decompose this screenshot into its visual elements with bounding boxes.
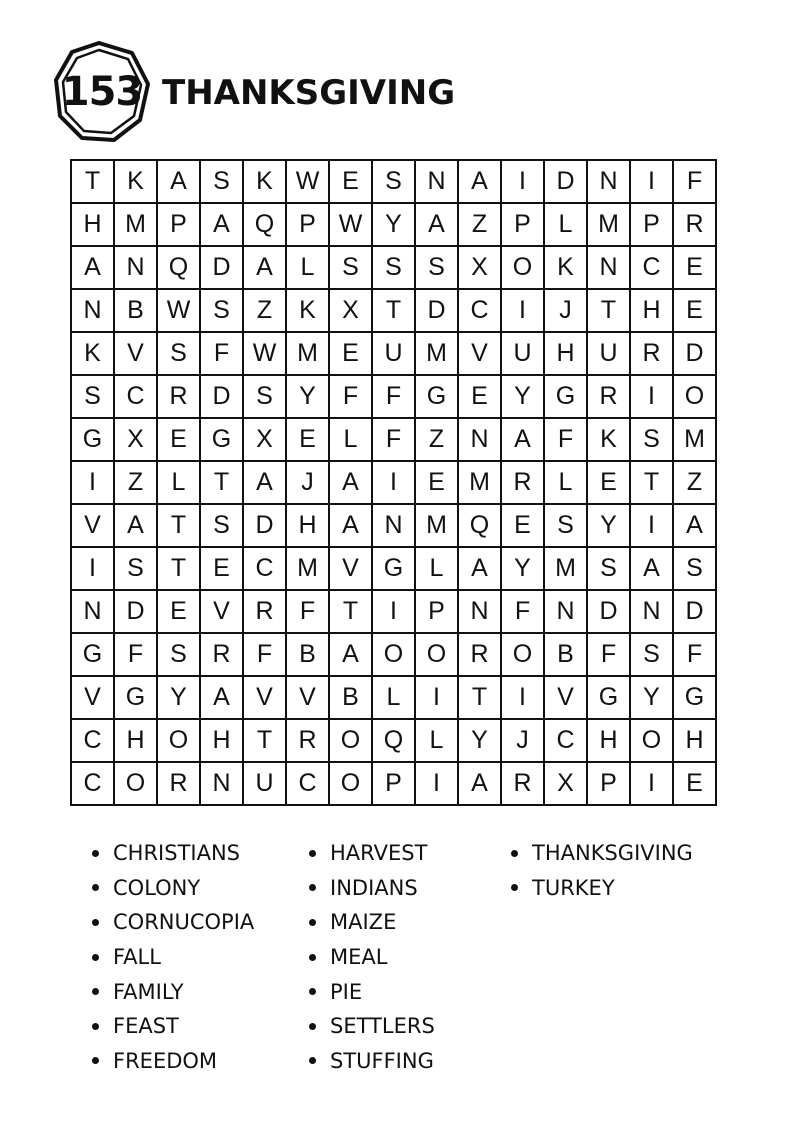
grid-cell[interactable]: D — [674, 591, 717, 634]
grid-cell[interactable]: Q — [459, 505, 502, 548]
grid-cell[interactable]: O — [373, 634, 416, 677]
grid-cell[interactable]: D — [674, 333, 717, 376]
grid-cell[interactable]: O — [631, 720, 674, 763]
grid-cell[interactable]: R — [158, 376, 201, 419]
grid-cell[interactable]: P — [502, 204, 545, 247]
grid-cell[interactable]: P — [373, 763, 416, 806]
grid-cell[interactable]: H — [201, 720, 244, 763]
grid-cell[interactable]: E — [674, 763, 717, 806]
word-list-item — [309, 836, 435, 871]
grid-cell[interactable]: L — [416, 548, 459, 591]
grid-cell[interactable]: Y — [158, 677, 201, 720]
grid-cell[interactable]: H — [631, 290, 674, 333]
word-label: PIE — [330, 979, 363, 1004]
grid-cell[interactable]: G — [115, 677, 158, 720]
grid-cell[interactable]: G — [201, 419, 244, 462]
page-title: THANKSGIVING — [162, 73, 456, 113]
grid-cell[interactable]: Z — [674, 462, 717, 505]
grid-cell[interactable]: S — [201, 161, 244, 204]
grid-cell[interactable]: S — [631, 634, 674, 677]
grid-cell[interactable]: O — [115, 763, 158, 806]
grid-cell[interactable]: T — [459, 677, 502, 720]
grid-cell[interactable]: S — [201, 290, 244, 333]
grid-cell[interactable]: N — [72, 290, 115, 333]
grid-cell[interactable]: S — [158, 634, 201, 677]
word-label: STUFFING — [330, 1048, 434, 1073]
grid-cell[interactable]: M — [287, 548, 330, 591]
word-list-item — [92, 905, 254, 940]
grid-cell[interactable]: M — [588, 204, 631, 247]
bullet-icon — [309, 884, 316, 891]
grid-cell[interactable]: I — [631, 376, 674, 419]
grid-cell[interactable]: F — [244, 634, 287, 677]
grid-cell[interactable]: R — [631, 333, 674, 376]
grid-cell[interactable]: R — [158, 763, 201, 806]
grid-cell[interactable]: M — [545, 548, 588, 591]
grid-cell[interactable]: A — [244, 247, 287, 290]
grid-cell[interactable]: D — [201, 247, 244, 290]
word-list-item — [92, 974, 254, 1009]
grid-cell[interactable]: H — [115, 720, 158, 763]
grid-cell[interactable]: R — [287, 720, 330, 763]
grid-cell[interactable]: V — [330, 548, 373, 591]
grid-cell[interactable]: I — [416, 677, 459, 720]
grid-cell[interactable]: F — [287, 591, 330, 634]
grid-cell[interactable]: I — [72, 548, 115, 591]
bullet-icon — [92, 988, 99, 995]
grid-cell[interactable]: M — [416, 505, 459, 548]
grid-cell[interactable]: V — [459, 333, 502, 376]
grid-cell[interactable]: F — [330, 376, 373, 419]
grid-cell[interactable]: Z — [244, 290, 287, 333]
grid-cell[interactable]: A — [201, 677, 244, 720]
grid-cell[interactable]: V — [201, 591, 244, 634]
grid-cell[interactable]: J — [287, 462, 330, 505]
grid-cell[interactable]: X — [459, 247, 502, 290]
grid-cell[interactable]: Q — [244, 204, 287, 247]
grid-cell[interactable]: S — [330, 247, 373, 290]
grid-cell[interactable]: E — [416, 462, 459, 505]
grid-cell[interactable]: K — [287, 290, 330, 333]
grid-cell[interactable]: V — [545, 677, 588, 720]
grid-cell[interactable]: X — [244, 419, 287, 462]
grid-cell[interactable]: A — [201, 204, 244, 247]
grid-cell[interactable]: B — [545, 634, 588, 677]
grid-cell[interactable]: X — [330, 290, 373, 333]
grid-cell[interactable]: N — [459, 419, 502, 462]
grid-cell[interactable]: B — [115, 290, 158, 333]
grid-cell[interactable]: E — [459, 376, 502, 419]
word-list-column — [309, 836, 435, 1078]
grid-cell[interactable]: L — [545, 462, 588, 505]
grid-cell[interactable]: E — [674, 290, 717, 333]
grid-cell[interactable]: K — [115, 161, 158, 204]
grid-cell[interactable]: A — [330, 505, 373, 548]
grid-cell[interactable]: O — [416, 634, 459, 677]
grid-cell[interactable]: I — [373, 462, 416, 505]
word-list-item — [92, 940, 254, 975]
grid-cell[interactable]: S — [115, 548, 158, 591]
grid-cell[interactable]: X — [545, 763, 588, 806]
grid-cell[interactable]: T — [631, 462, 674, 505]
word-label: HARVEST — [330, 841, 428, 866]
grid-cell[interactable]: O — [502, 247, 545, 290]
grid-cell[interactable]: F — [502, 591, 545, 634]
grid-cell[interactable]: S — [545, 505, 588, 548]
grid-cell[interactable]: S — [674, 548, 717, 591]
word-label: THANKSGIVING — [532, 841, 693, 866]
grid-cell[interactable]: P — [287, 204, 330, 247]
grid-cell[interactable]: R — [674, 204, 717, 247]
word-label: COLONY — [113, 875, 201, 900]
grid-cell[interactable]: C — [459, 290, 502, 333]
grid-cell[interactable]: J — [502, 720, 545, 763]
grid-cell[interactable]: Z — [459, 204, 502, 247]
grid-cell[interactable]: J — [545, 290, 588, 333]
grid-cell[interactable]: Y — [588, 505, 631, 548]
grid-cell[interactable]: F — [373, 376, 416, 419]
grid-cell[interactable]: S — [373, 161, 416, 204]
grid-cell[interactable]: A — [330, 462, 373, 505]
grid-cell[interactable]: E — [330, 333, 373, 376]
word-list-item — [309, 871, 435, 906]
grid-cell[interactable]: C — [631, 247, 674, 290]
word-list-item — [511, 871, 693, 906]
grid-cell[interactable]: R — [502, 763, 545, 806]
grid-cell[interactable]: Y — [373, 204, 416, 247]
grid-cell[interactable]: V — [72, 505, 115, 548]
grid-cell[interactable]: E — [502, 505, 545, 548]
grid-cell[interactable]: D — [244, 505, 287, 548]
grid-cell[interactable]: V — [287, 677, 330, 720]
grid-cell[interactable]: B — [287, 634, 330, 677]
grid-cell[interactable]: F — [674, 634, 717, 677]
bullet-icon — [309, 1057, 316, 1064]
grid-cell[interactable]: I — [502, 161, 545, 204]
grid-cell[interactable]: Y — [459, 720, 502, 763]
grid-cell[interactable]: A — [416, 204, 459, 247]
word-label: SETTLERS — [330, 1014, 435, 1039]
grid-cell[interactable]: A — [72, 247, 115, 290]
grid-cell[interactable]: T — [588, 290, 631, 333]
grid-cell[interactable]: A — [115, 505, 158, 548]
word-list-item — [309, 974, 435, 1009]
grid-cell[interactable]: K — [244, 161, 287, 204]
grid-cell[interactable]: S — [158, 333, 201, 376]
word-list-item — [92, 871, 254, 906]
bullet-icon — [309, 919, 316, 926]
grid-cell[interactable]: D — [416, 290, 459, 333]
grid-cell[interactable]: R — [201, 634, 244, 677]
grid-cell[interactable]: T — [330, 591, 373, 634]
word-list-item — [92, 1044, 254, 1079]
grid-cell[interactable]: Z — [115, 462, 158, 505]
grid-cell[interactable]: I — [72, 462, 115, 505]
grid-cell[interactable]: W — [287, 161, 330, 204]
grid-cell[interactable]: X — [115, 419, 158, 462]
grid-cell[interactable]: N — [201, 763, 244, 806]
word-label: CHRISTIANS — [113, 841, 240, 866]
grid-cell[interactable]: A — [158, 161, 201, 204]
grid-cell[interactable]: R — [502, 462, 545, 505]
grid-cell[interactable]: G — [72, 634, 115, 677]
grid-cell[interactable]: P — [158, 204, 201, 247]
grid-cell[interactable]: N — [588, 247, 631, 290]
grid-cell[interactable]: I — [416, 763, 459, 806]
grid-cell[interactable]: G — [373, 548, 416, 591]
grid-cell[interactable]: D — [588, 591, 631, 634]
grid-cell[interactable]: Q — [373, 720, 416, 763]
grid-cell[interactable]: H — [588, 720, 631, 763]
word-label: FREEDOM — [113, 1048, 218, 1073]
word-list-item — [309, 1009, 435, 1044]
grid-cell[interactable]: S — [588, 548, 631, 591]
word-list-column — [92, 836, 254, 1078]
grid-cell[interactable]: T — [72, 161, 115, 204]
bullet-icon — [92, 1057, 99, 1064]
grid-cell[interactable]: L — [416, 720, 459, 763]
grid-cell[interactable]: F — [115, 634, 158, 677]
bullet-icon — [92, 850, 99, 857]
word-label: FEAST — [113, 1014, 179, 1039]
grid-cell[interactable]: A — [631, 548, 674, 591]
bullet-icon — [309, 954, 316, 961]
word-label: MEAL — [330, 945, 388, 970]
grid-cell[interactable]: W — [330, 204, 373, 247]
grid-cell[interactable]: E — [287, 419, 330, 462]
grid-cell[interactable]: V — [115, 333, 158, 376]
word-label: FAMILY — [113, 979, 184, 1004]
grid-cell[interactable]: I — [502, 290, 545, 333]
grid-cell[interactable]: Z — [416, 419, 459, 462]
grid-cell[interactable]: A — [459, 161, 502, 204]
grid-cell[interactable]: T — [158, 548, 201, 591]
grid-cell[interactable]: L — [330, 419, 373, 462]
grid-cell[interactable]: U — [502, 333, 545, 376]
grid-cell[interactable]: Y — [502, 548, 545, 591]
grid-cell[interactable]: E — [674, 247, 717, 290]
grid-cell[interactable]: L — [287, 247, 330, 290]
bullet-icon — [309, 1023, 316, 1030]
grid-cell[interactable]: H — [72, 204, 115, 247]
grid-cell[interactable]: O — [502, 634, 545, 677]
grid-cell[interactable]: C — [287, 763, 330, 806]
grid-cell[interactable]: M — [674, 419, 717, 462]
grid-cell[interactable]: Y — [287, 376, 330, 419]
grid-cell[interactable]: N — [115, 247, 158, 290]
grid-cell[interactable]: G — [416, 376, 459, 419]
word-list-item — [309, 905, 435, 940]
grid-cell[interactable]: D — [115, 591, 158, 634]
grid-cell[interactable]: M — [416, 333, 459, 376]
grid-cell[interactable]: A — [459, 763, 502, 806]
grid-cell[interactable]: S — [72, 376, 115, 419]
grid-cell[interactable]: S — [416, 247, 459, 290]
word-search-grid — [70, 159, 717, 806]
grid-cell[interactable]: T — [244, 720, 287, 763]
grid-cell[interactable]: D — [201, 376, 244, 419]
grid-cell[interactable]: N — [588, 161, 631, 204]
grid-cell[interactable]: E — [330, 161, 373, 204]
grid-cell[interactable]: Y — [502, 376, 545, 419]
grid-cell[interactable]: G — [674, 677, 717, 720]
grid-cell[interactable]: H — [287, 505, 330, 548]
grid-cell[interactable]: T — [201, 462, 244, 505]
grid-cell[interactable]: P — [416, 591, 459, 634]
word-list-item — [511, 836, 693, 871]
grid-cell[interactable]: A — [459, 548, 502, 591]
word-label: TURKEY — [532, 875, 615, 900]
grid-cell[interactable]: P — [631, 204, 674, 247]
word-label: INDIANS — [330, 875, 418, 900]
grid-cell[interactable]: D — [545, 161, 588, 204]
grid-cell[interactable]: R — [588, 376, 631, 419]
grid-cell[interactable]: L — [545, 204, 588, 247]
grid-cell[interactable]: F — [674, 161, 717, 204]
grid-cell[interactable]: S — [201, 505, 244, 548]
bullet-icon — [309, 988, 316, 995]
grid-cell[interactable]: G — [545, 376, 588, 419]
word-list-item — [309, 940, 435, 975]
grid-cell[interactable]: O — [158, 720, 201, 763]
grid-cell[interactable]: R — [244, 591, 287, 634]
grid-cell[interactable]: W — [244, 333, 287, 376]
grid-cell[interactable]: F — [373, 419, 416, 462]
grid-cell[interactable]: N — [631, 591, 674, 634]
grid-cell[interactable]: A — [244, 462, 287, 505]
bullet-icon — [92, 1023, 99, 1030]
bullet-icon — [92, 884, 99, 891]
grid-cell[interactable]: C — [72, 720, 115, 763]
grid-cell[interactable]: N — [459, 591, 502, 634]
grid-cell[interactable]: U — [373, 333, 416, 376]
grid-cell[interactable]: U — [588, 333, 631, 376]
puzzle-number-badge — [52, 40, 152, 144]
grid-cell[interactable]: N — [72, 591, 115, 634]
grid-cell[interactable]: K — [545, 247, 588, 290]
grid-cell[interactable]: Q — [158, 247, 201, 290]
grid-cell[interactable]: E — [158, 419, 201, 462]
bullet-icon — [92, 954, 99, 961]
grid-cell[interactable]: T — [158, 505, 201, 548]
grid-cell[interactable]: E — [588, 462, 631, 505]
grid-cell[interactable]: M — [115, 204, 158, 247]
bullet-icon — [511, 884, 518, 891]
puzzle-number: 153 — [61, 69, 143, 115]
grid-cell[interactable]: S — [373, 247, 416, 290]
grid-cell[interactable]: I — [631, 505, 674, 548]
grid-cell[interactable]: H — [674, 720, 717, 763]
grid-cell[interactable]: C — [545, 720, 588, 763]
grid-cell[interactable]: F — [545, 419, 588, 462]
grid-cell[interactable]: C — [115, 376, 158, 419]
word-list-item — [92, 1009, 254, 1044]
grid-cell[interactable]: S — [631, 419, 674, 462]
bullet-icon — [511, 850, 518, 857]
grid-cell[interactable]: I — [631, 763, 674, 806]
grid-cell[interactable]: F — [588, 634, 631, 677]
grid-cell[interactable]: K — [588, 419, 631, 462]
grid-cell[interactable]: B — [330, 677, 373, 720]
grid-cell[interactable]: H — [545, 333, 588, 376]
grid-cell[interactable]: F — [201, 333, 244, 376]
grid-cell[interactable]: L — [158, 462, 201, 505]
grid-cell[interactable]: A — [330, 634, 373, 677]
grid-cell[interactable]: W — [158, 290, 201, 333]
word-list — [0, 836, 793, 1096]
word-label: FALL — [113, 945, 161, 970]
grid-cell[interactable]: K — [72, 333, 115, 376]
word-label: CORNUCOPIA — [113, 910, 255, 935]
grid-cell[interactable]: C — [244, 548, 287, 591]
bullet-icon — [309, 850, 316, 857]
grid-cell[interactable]: N — [373, 505, 416, 548]
grid-cell[interactable]: M — [287, 333, 330, 376]
grid-cell[interactable]: G — [72, 419, 115, 462]
grid-cell[interactable]: O — [330, 720, 373, 763]
grid-cell[interactable]: N — [416, 161, 459, 204]
grid-cell[interactable]: N — [545, 591, 588, 634]
bullet-icon — [92, 919, 99, 926]
word-list-column — [511, 836, 693, 905]
grid-cell[interactable]: T — [373, 290, 416, 333]
grid-cell[interactable]: A — [674, 505, 717, 548]
word-label: MAIZE — [330, 910, 397, 935]
grid-cell[interactable]: O — [330, 763, 373, 806]
grid-cell[interactable]: V — [244, 677, 287, 720]
word-list-item — [92, 836, 254, 871]
grid-cell[interactable]: E — [158, 591, 201, 634]
grid-cell[interactable]: R — [459, 634, 502, 677]
grid-cell[interactable]: A — [502, 419, 545, 462]
grid-cell[interactable]: I — [631, 161, 674, 204]
grid-cell[interactable]: I — [502, 677, 545, 720]
grid-cell[interactable]: P — [588, 763, 631, 806]
grid-cell[interactable]: O — [674, 376, 717, 419]
grid-cell[interactable]: U — [244, 763, 287, 806]
grid-cell[interactable]: C — [72, 763, 115, 806]
grid-cell[interactable]: M — [459, 462, 502, 505]
grid-cell[interactable]: G — [588, 677, 631, 720]
grid-cell[interactable]: E — [201, 548, 244, 591]
grid-cell[interactable]: Y — [631, 677, 674, 720]
grid-cell[interactable]: I — [373, 591, 416, 634]
grid-cell[interactable]: S — [244, 376, 287, 419]
grid-cell[interactable]: L — [373, 677, 416, 720]
grid-cell[interactable]: V — [72, 677, 115, 720]
word-list-item — [309, 1044, 435, 1079]
